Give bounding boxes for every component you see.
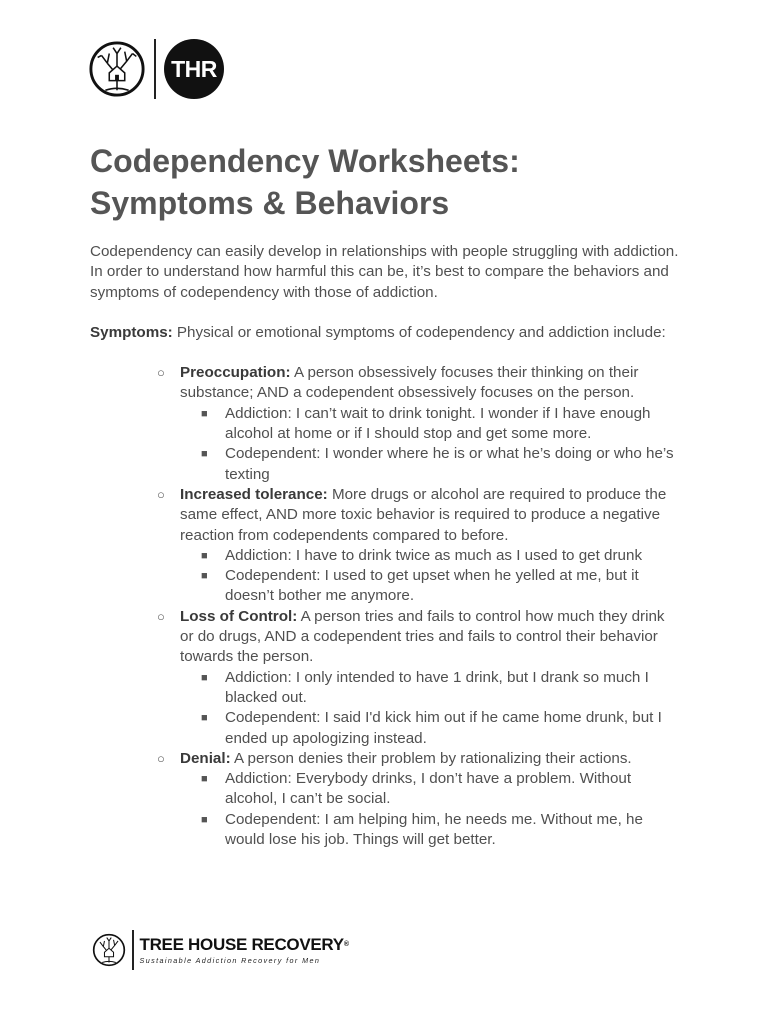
sub-list-item bbox=[201, 546, 680, 566]
footer-divider bbox=[132, 930, 134, 970]
square-bullet-icon: ■ bbox=[201, 813, 208, 826]
sub-item-text: Addiction: I can’t wait to drink tonight. I wonder if I have enough alcohol at home or if I should stop and get some more. bbox=[225, 404, 651, 443]
footer-brand-name: TREE HOUSE RECOVERY bbox=[139, 934, 344, 954]
item-desc: A person obsessively focuses their thinking on their substance; AND a codependent obsessively focuses on the person. bbox=[180, 364, 639, 402]
symptoms-list bbox=[90, 363, 680, 850]
square-bullet-icon: ■ bbox=[201, 773, 208, 786]
sub-item-text: Codependent: I said I'd kick him out if he came home drunk, but I ended up apologizing instead. bbox=[225, 709, 662, 747]
page-title-line2: Symptoms & Behaviors bbox=[90, 185, 450, 221]
list-item bbox=[157, 363, 680, 485]
circle-bullet-icon: ○ bbox=[157, 486, 165, 502]
list-item bbox=[157, 485, 680, 607]
sub-list-item bbox=[201, 668, 680, 709]
document-body bbox=[90, 242, 680, 850]
header-logos bbox=[88, 38, 224, 100]
item-desc: More drugs or alcohol are required to produce the same effect, AND more toxic behavior is required to produce a negative reaction from codependents compared to before. bbox=[180, 485, 667, 544]
page-title-line1: Codependency Worksheets: bbox=[90, 143, 520, 179]
registered-mark: ® bbox=[343, 940, 349, 948]
square-bullet-icon: ■ bbox=[201, 671, 208, 684]
symptoms-text: Physical or emotional symptoms of codependency and addiction include: bbox=[172, 323, 666, 341]
symptoms-label: Symptoms: bbox=[90, 323, 173, 341]
tree-house-logo-icon bbox=[88, 40, 146, 98]
square-bullet-icon: ■ bbox=[201, 549, 208, 562]
footer-brand bbox=[140, 936, 349, 954]
item-term: Loss of Control: bbox=[180, 607, 298, 625]
sub-item-text: Codependent: I wonder where he is or what he’s doing or who he’s texting bbox=[225, 445, 674, 483]
sub-list-item bbox=[201, 769, 680, 810]
circle-bullet-icon: ○ bbox=[157, 750, 165, 766]
sub-list bbox=[180, 546, 680, 607]
footer-text-block bbox=[140, 936, 349, 965]
square-bullet-icon: ■ bbox=[201, 407, 208, 420]
item-term: Preoccupation: bbox=[180, 364, 291, 382]
tree-house-logo-icon bbox=[92, 933, 126, 967]
footer bbox=[92, 930, 349, 970]
sub-list bbox=[180, 769, 680, 850]
sub-item-text: Addiction: I have to drink twice as much as I used to get drunk bbox=[225, 546, 643, 564]
item-desc: A person tries and fails to control how much they drink or do drugs, AND a codependent tries and fails to control their behavior towards the person. bbox=[180, 607, 665, 666]
page-title bbox=[90, 140, 520, 224]
sub-list-item bbox=[201, 444, 680, 485]
square-bullet-icon: ■ bbox=[201, 448, 208, 461]
sub-item-text: Addiction: I only intended to have 1 drink, but I drank so much I blacked out. bbox=[225, 668, 649, 706]
thr-logo: THR bbox=[164, 39, 224, 99]
sub-item-text: Codependent: I am helping him, he needs me. Without me, he would lose his job. Things will get better. bbox=[225, 810, 643, 849]
circle-bullet-icon: ○ bbox=[157, 365, 165, 381]
item-term: Increased tolerance: bbox=[180, 485, 328, 503]
list-item bbox=[157, 607, 680, 749]
sub-item-text: Codependent: I used to get upset when he yelled at me, but it doesn’t bother me anymore. bbox=[225, 567, 639, 605]
sub-list-item bbox=[201, 810, 680, 851]
list-item bbox=[157, 749, 680, 850]
square-bullet-icon: ■ bbox=[201, 712, 208, 725]
item-term: Denial: bbox=[180, 749, 231, 767]
square-bullet-icon: ■ bbox=[201, 570, 208, 583]
sub-list-item bbox=[201, 566, 680, 607]
sub-list-item bbox=[201, 404, 680, 445]
sub-list-item bbox=[201, 708, 680, 749]
intro-paragraph: Codependency can easily develop in relationships with people struggling with addiction. In order to understand how harmful this can be, it’s best to compare the behaviors and symptoms of codependency with those of addiction. bbox=[90, 243, 679, 301]
circle-bullet-icon: ○ bbox=[157, 608, 165, 624]
logo-divider bbox=[154, 39, 156, 99]
sub-list bbox=[180, 668, 680, 749]
sub-list bbox=[180, 404, 680, 485]
footer-tagline: Sustainable Addiction Recovery for Men bbox=[139, 955, 321, 965]
symptoms-paragraph bbox=[90, 323, 680, 343]
sub-item-text: Addiction: Everybody drinks, I don’t have a problem. Without alcohol, I can’t be social. bbox=[225, 770, 632, 808]
item-desc: A person denies their problem by rationalizing their actions. bbox=[230, 749, 632, 767]
